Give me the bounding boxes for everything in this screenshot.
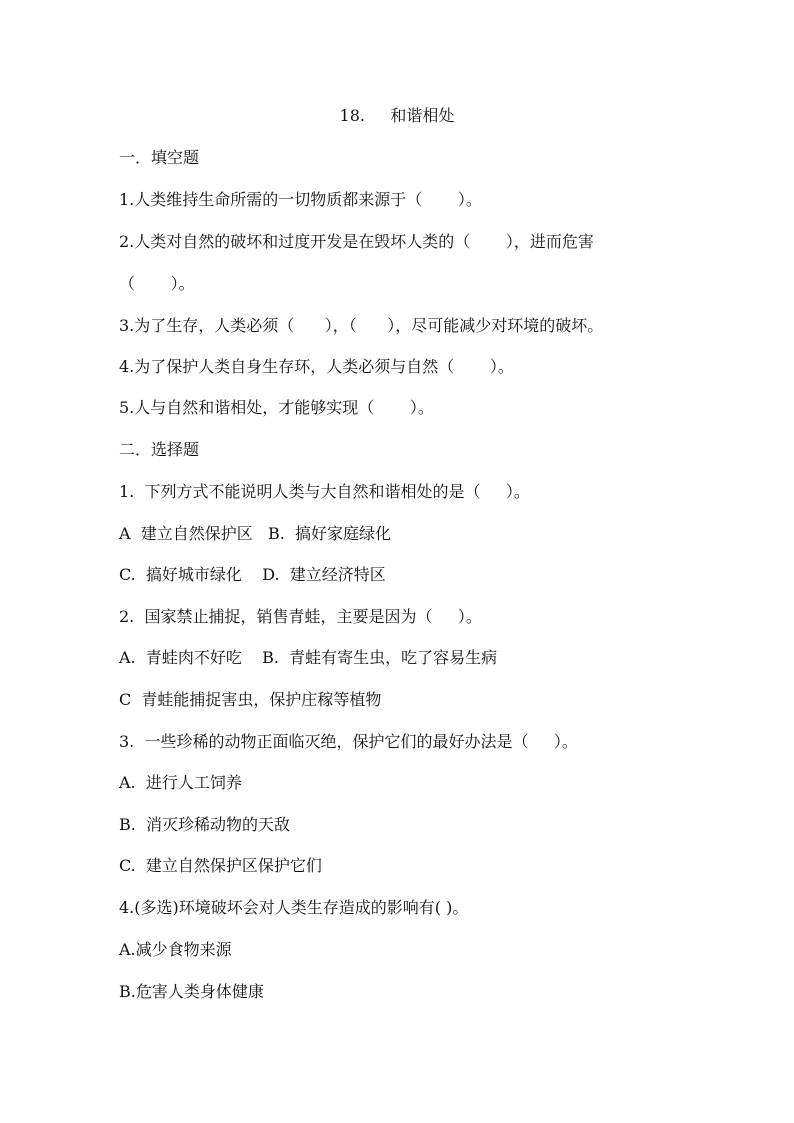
choice-question-3-option-a: A. 进行人工饲养 [119,773,242,792]
choice-question-3-option-b: B. 消灭珍稀动物的天敌 [119,815,291,834]
choice-question-2-option-c: C 青蛙能捕捉害虫，保护庄稼等植物 [119,690,382,709]
choice-question-1-options-cd: C. 搞好城市绿化 D. 建立经济特区 [119,565,386,584]
fill-question-1: 1.人类维持生命所需的一切物质都来源于（ ）。 [119,190,482,209]
section-heading-multiple-choice: 二．选择题 [119,440,200,459]
fill-question-5: 5.人与自然和谐相处，才能够实现（ ）。 [119,398,434,417]
choice-question-2-options-ab: A. 青蛙肉不好吃 B. 青蛙有寄生虫，吃了容易生病 [119,648,498,667]
fill-question-4: 4.为了保护人类自身生存环，人类必须与自然（ ）。 [119,357,514,376]
choice-question-3: 3. 一些珍稀的动物正面临灭绝，保护它们的最好办法是（ ）。 [119,732,578,751]
choice-question-2: 2. 国家禁止捕捉，销售青蛙，主要是因为（ ）。 [119,607,482,626]
choice-question-4: 4.(多选)环境破坏会对人类生存造成的影响有( )。 [119,898,469,917]
section-heading-fill-blank: 一．填空题 [119,148,200,167]
fill-question-2-continued: （ ）。 [119,274,195,293]
fill-question-3: 3.为了生存，人类必须（ ），（ ），尽可能减少对环境的破坏。 [119,316,604,335]
choice-question-1-options-ab: A 建立自然保护区 B. 搞好家庭绿化 [119,524,392,543]
choice-question-4-option-a: A.减少食物来源 [119,940,232,959]
choice-question-3-option-c: C. 建立自然保护区保护它们 [119,856,322,875]
choice-question-4-option-b: B.危害人类身体健康 [119,982,264,1001]
choice-question-1: 1. 下列方式不能说明人类与大自然和谐相处的是（ ）。 [119,482,530,501]
fill-question-2: 2.人类对自然的破坏和过度开发是在毁坏人类的（ ），进而危害 [119,232,594,251]
page-title: 18. 和谐相处 [339,106,455,125]
